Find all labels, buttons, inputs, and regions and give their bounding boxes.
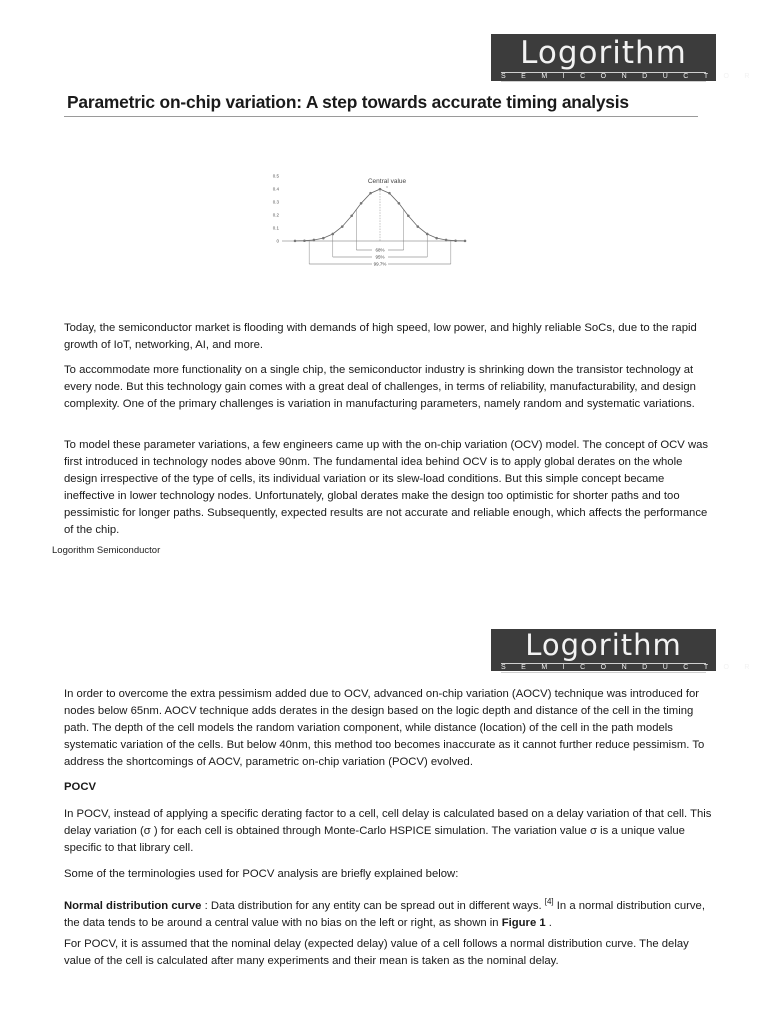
data-point: [454, 239, 457, 242]
term-normal-distribution: Normal distribution curve: [64, 899, 202, 912]
data-point: [379, 188, 382, 191]
bracket-label: 95%: [375, 254, 385, 260]
paragraph-pocv: In POCV, instead of applying a specific derating factor to a cell, cell delay is calculated based on a delay variation of that cell. This delay variation (σ ) for each cell is obtained through Monte-Carlo HSPICE simulation. The variation value σ is a unique value specific to that library cell.: [64, 808, 712, 854]
bracket-label: 99.7%: [373, 261, 387, 267]
section-heading-pocv: POCV: [64, 781, 97, 793]
paragraph-aocv: In order to overcome the extra pessimism added due to OCV, advanced on-chip variation (AOCV) technique was introduced for nodes below 65nm. AOCV technique adds derates in the design based on the logic depth and distance of the cell in the timing path. The depth of the cell models the random variation component, while distance (location) of the cell in the path models systematic variation of the cells. But below 40nm, this method too becomes inaccurate as it cannot further reduce pessimism. To address the shortcomings of AOCV, parametric on-chip variation (POCV) evolved.: [64, 688, 705, 768]
data-point: [313, 239, 316, 242]
y-tick-label: 0.1: [272, 225, 279, 231]
y-tick-label: 0.5: [272, 173, 279, 179]
title-divider: [64, 116, 698, 117]
page-footer: Logorithm Semiconductor: [52, 545, 161, 556]
reference-4[interactable]: [4]: [544, 897, 554, 906]
normal-distribution-chart: [260, 168, 470, 278]
data-point: [369, 192, 372, 195]
data-point: [341, 225, 344, 228]
logo-subtitle: SEMICONDUCTOR: [501, 664, 765, 671]
data-point: [294, 240, 297, 243]
logo-wordmark: Logorithm: [520, 35, 687, 71]
data-point: [416, 225, 419, 228]
data-point: [303, 239, 306, 242]
paragraph-intro: Today, the semiconductor market is flooding with demands of high speed, low power, and highly reliable SoCs, due to the rapid growth of IoT, networking, AI, and more.: [64, 322, 697, 351]
paragraph-shrink: To accommodate more functionality on a single chip, the semiconductor industry is shrinking down the transistor technology at every node. But this technology gain comes with a great deal of challenges, in terms of reliability, manufacturability, and design complexity. One of the primary challenges is variation in manufacturing parameters, namely random and systematic variations.: [64, 364, 696, 410]
data-point: [322, 237, 325, 240]
bracket-label: 68%: [375, 247, 385, 253]
company-logo: [491, 34, 765, 81]
data-point: [331, 233, 334, 236]
paragraph-terminologies: Some of the terminologies used for POCV analysis are briefly explained below:: [64, 868, 459, 880]
paragraph-ocv: To model these parameter variations, a few engineers came up with the on-chip variation (OCV) model. The concept of OCV was first introduced in technology nodes above 90nm. The fundamental idea behind OCV is to apply global derates on the whole design irrespective of the type of cells, its individual variation or its slew-load conditions. But this simple concept became ineffective in lower technology nodes. Unfortunately, global derates make the design too optimistic for shorter paths and too pessimistic for longer paths. Subsequently, expected results are not accurate and reliable enough, which affects the performance of the chip.: [64, 439, 709, 536]
page-title: Parametric on-chip variation: A step towards accurate timing analysis: [67, 92, 629, 112]
data-point: [398, 202, 401, 205]
data-point: [445, 239, 448, 242]
data-point: [388, 192, 391, 195]
data-point: [360, 202, 363, 205]
figure-1-ref[interactable]: Figure 1: [501, 916, 546, 929]
data-point: [435, 237, 438, 240]
data-point: [464, 240, 467, 243]
data-point: [426, 233, 429, 236]
y-tick-label: 0: [276, 238, 279, 244]
paragraph-nominal-delay: For POCV, it is assumed that the nominal delay (expected delay) value of a cell follows a normal distribution curve. The delay value of the cell is calculated after many experiments and their mean is taken as the nominal delay.: [64, 938, 689, 967]
y-tick-label: 0.3: [272, 199, 279, 205]
logo-wordmark: Logorithm: [525, 628, 682, 662]
data-point: [350, 214, 353, 217]
chart-title: Central value: [367, 178, 407, 185]
y-tick-label: 0.4: [272, 186, 279, 192]
data-point: [407, 214, 410, 217]
company-logo-page2: [491, 628, 765, 671]
logo-subtitle: SEMICONDUCTOR: [501, 73, 765, 80]
paragraph-normal-distribution: Normal distribution curve : Data distribution for any entity can be spread out in different ways. [4] In a normal distribution curve, the data tends to be around a central value with no bias on the left or right, as shown in Figure 1 .: [64, 897, 705, 929]
y-tick-label: 0.2: [272, 212, 279, 218]
